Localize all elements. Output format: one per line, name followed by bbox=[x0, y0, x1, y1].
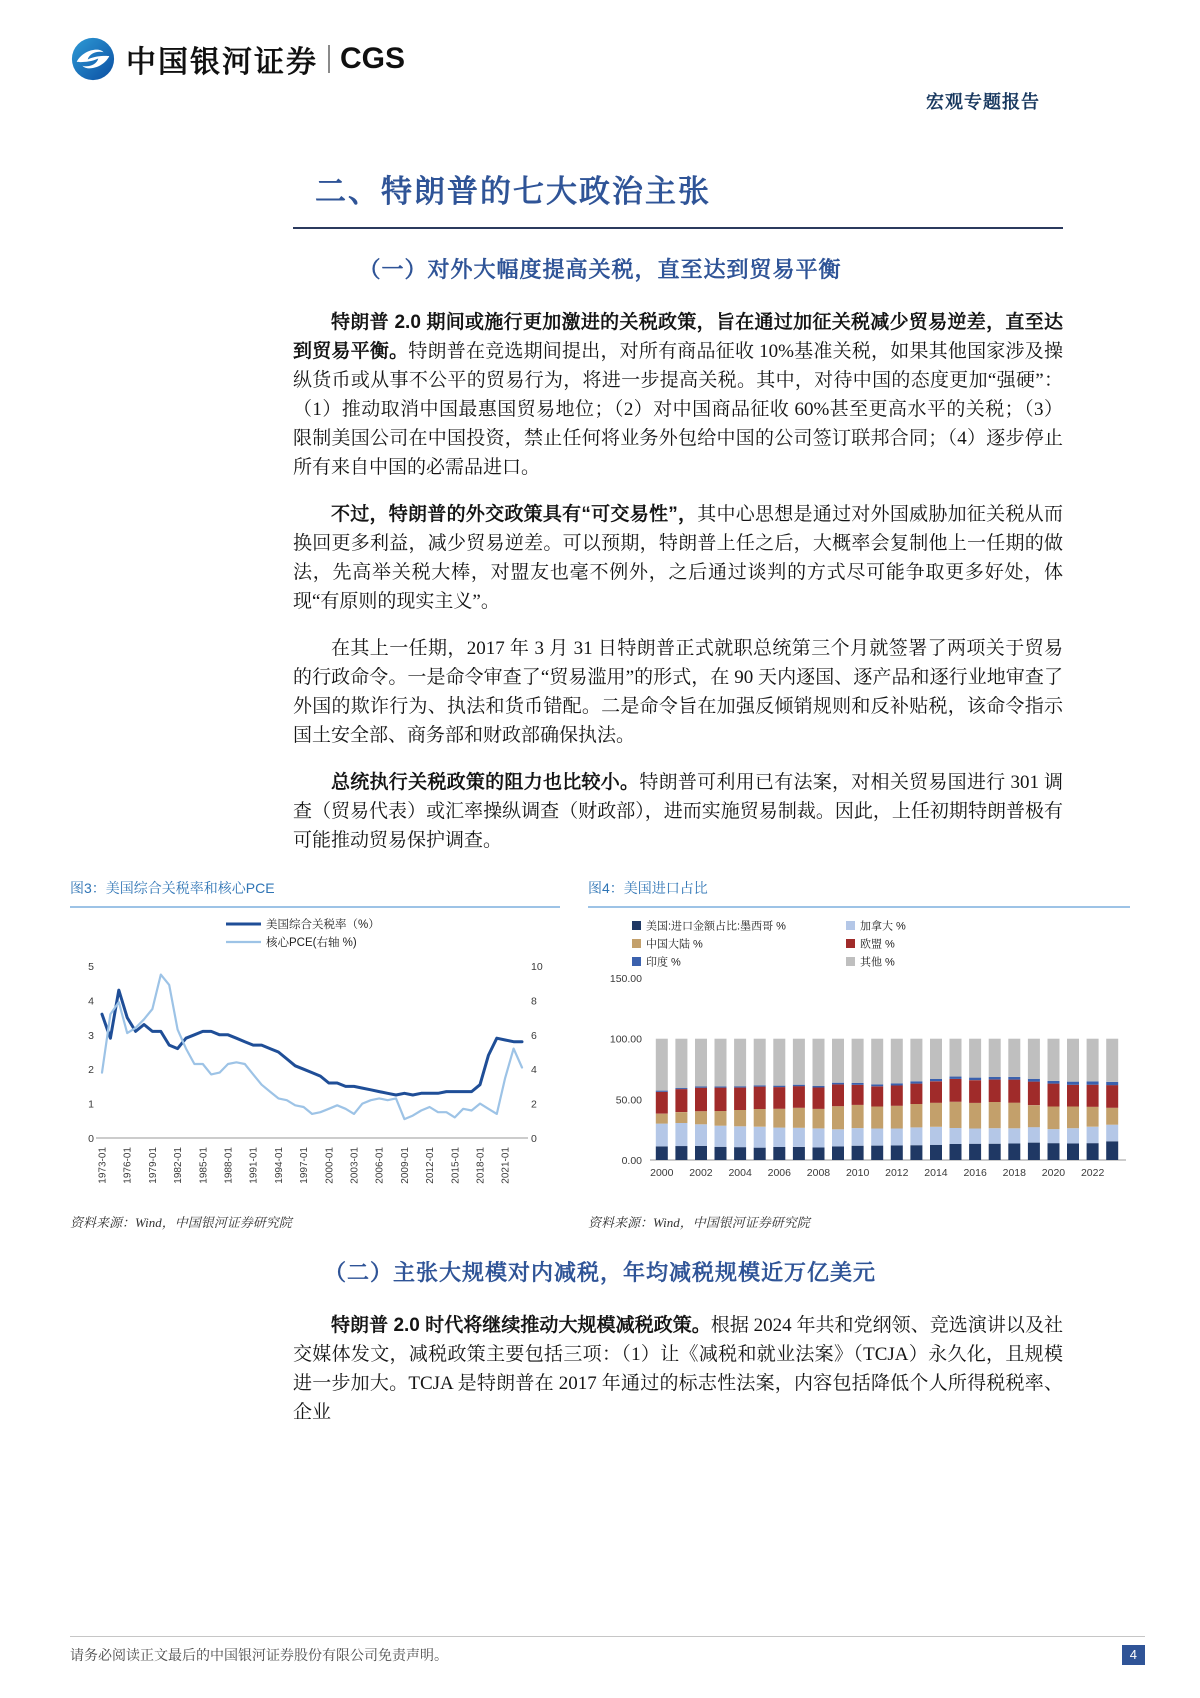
subsection-title-2: （二）主张大规模对内减税，年均减税规模近万亿美元 bbox=[323, 1260, 876, 1285]
svg-text:1991-01: 1991-01 bbox=[248, 1147, 260, 1184]
svg-text:2022: 2022 bbox=[1080, 1167, 1105, 1179]
svg-text:0.00: 0.00 bbox=[621, 1155, 642, 1167]
svg-text:6: 6 bbox=[531, 1029, 537, 1042]
figure3-title: 图3：美国综合关税率和核心PCE bbox=[70, 878, 560, 908]
paragraph-4 bbox=[293, 768, 1063, 855]
svg-text:5: 5 bbox=[88, 961, 94, 973]
brand-name-en: CGS bbox=[340, 42, 406, 75]
figure4-source: 资料来源：Wind，中国银河证券研究院 bbox=[588, 1215, 810, 1230]
page-header bbox=[70, 36, 1130, 120]
figure-import-share bbox=[588, 878, 1130, 1231]
svg-text:其他 %: 其他 % bbox=[860, 956, 895, 969]
svg-text:150.00: 150.00 bbox=[609, 973, 642, 985]
logo-divider bbox=[328, 45, 330, 73]
figure4-title: 图4：美国进口占比 bbox=[588, 878, 1130, 908]
svg-text:加拿大 %: 加拿大 % bbox=[860, 920, 906, 933]
svg-text:0: 0 bbox=[88, 1133, 94, 1145]
brand-name-cn: 中国银河证券 bbox=[126, 46, 318, 79]
page-number: 4 bbox=[1122, 1645, 1145, 1665]
paragraph-1-text: 特朗普在竞选期间提出，对所有商品征收 10%基准关税，如果其他国家涉及操纵货币或从事不公平的贸易行为，将进一步提高关税。其中，对待中国的态度更加“强硬”：（1）推动取消中国最惠国贸易地位；（2）对中国商品征收 60%甚至更高水平的关税；（3）限制美国公司在中国投资，禁止任何将业务外包给中国的公司签订联邦合同；（4）逐步停止所有来自中国的必需品进口。 bbox=[293, 341, 1063, 479]
svg-text:2015-01: 2015-01 bbox=[450, 1147, 462, 1184]
page-footer bbox=[70, 1636, 1145, 1665]
svg-text:3: 3 bbox=[88, 1029, 94, 1042]
svg-text:1997-01: 1997-01 bbox=[299, 1147, 311, 1184]
svg-text:2004: 2004 bbox=[728, 1167, 752, 1179]
svg-text:2: 2 bbox=[88, 1064, 94, 1077]
svg-text:2003-01: 2003-01 bbox=[349, 1147, 361, 1184]
paragraph-2-emphasis: 不过，特朗普的外交政策具有“可交易性”， bbox=[331, 504, 698, 526]
svg-text:美国综合关税率（%）: 美国综合关税率（%） bbox=[266, 919, 380, 931]
svg-text:4: 4 bbox=[531, 1064, 537, 1077]
paragraph-2 bbox=[293, 500, 1063, 616]
svg-text:2012-01: 2012-01 bbox=[425, 1147, 437, 1184]
paragraph-3-text: 在其上一任期，2017 年 3 月 31 日特朗普正式就职总统第三个月就签署了两项关于贸易的行政命令。一是命令审查了“贸易滥用”的形式，在 90 天内逐国、逐产品和逐行业地审查了外国的欺诈行为、执法和货币错配。二是命令旨在加强反倾销规则和反补贴税，该命令指示国土安全部、商务部和财政部确保执法。 bbox=[293, 638, 1063, 747]
svg-text:2016: 2016 bbox=[963, 1167, 987, 1179]
svg-text:2: 2 bbox=[531, 1098, 537, 1111]
svg-text:4: 4 bbox=[88, 995, 94, 1008]
paragraph-5-text: 根据 2024 年共和党纲领、竞选演讲以及社交媒体发文，减税政策主要包括三项：（1）让《减税和就业法案》（TCJA）永久化，且规模进一步加大。TCJA 是特朗普在 2017 年通过的标志性法案，内容包括降低个人所得税税率、企业 bbox=[293, 1314, 1063, 1423]
subsection-title-1: （一）对外大幅度提高关税，直至达到贸易平衡 bbox=[358, 257, 842, 283]
section-tax-cuts bbox=[0, 1258, 1200, 1445]
paragraph-1 bbox=[293, 308, 1063, 482]
paragraph-2-text: 其中心思想是通过对外国威胁加征关税从而换回更多利益，减少贸易逆差。可以预期，特朗普上任之后，大概率会复制他上一任期的做法，先高举关税大棒，对盟友也毫不例外，之后通过谈判的方式尽可能争取更多好处，体现“有原则的现实主义”。 bbox=[293, 504, 1063, 613]
svg-text:1973-01: 1973-01 bbox=[97, 1147, 109, 1184]
svg-text:2018: 2018 bbox=[1002, 1167, 1026, 1179]
paragraph-3 bbox=[293, 634, 1063, 750]
svg-text:1982-01: 1982-01 bbox=[173, 1147, 185, 1184]
svg-text:美国:进口金额占比:墨西哥 %: 美国:进口金额占比:墨西哥 % bbox=[646, 920, 786, 933]
svg-text:8: 8 bbox=[531, 995, 537, 1008]
brand-logo bbox=[70, 36, 1130, 82]
galaxy-logo-icon bbox=[70, 36, 116, 82]
svg-text:2018-01: 2018-01 bbox=[475, 1147, 487, 1184]
tariff-pce-line-chart bbox=[70, 912, 560, 1204]
paragraph-1-emphasis: 特朗普 2.0 期间或施行更加激进的关税政策，旨在通过加征关税减少贸易逆差，直至达到贸易平衡。 bbox=[293, 312, 1063, 363]
svg-text:2012: 2012 bbox=[885, 1167, 909, 1179]
paragraph-5-emphasis: 特朗普 2.0 时代将继续推动大规模减税政策。 bbox=[331, 1314, 711, 1336]
title-rule bbox=[293, 227, 1063, 229]
svg-text:2010: 2010 bbox=[845, 1167, 870, 1179]
section-tariff-policy bbox=[0, 172, 1200, 873]
svg-text:2009-01: 2009-01 bbox=[399, 1147, 411, 1184]
svg-text:2002: 2002 bbox=[689, 1167, 713, 1179]
svg-text:2020: 2020 bbox=[1041, 1167, 1066, 1179]
svg-text:印度 %: 印度 % bbox=[646, 956, 681, 969]
svg-text:1994-01: 1994-01 bbox=[273, 1147, 285, 1184]
svg-text:1988-01: 1988-01 bbox=[223, 1147, 235, 1184]
svg-text:1979-01: 1979-01 bbox=[147, 1147, 159, 1184]
svg-text:2021-01: 2021-01 bbox=[500, 1147, 512, 1184]
report-type-label: 宏观专题报告 bbox=[926, 92, 1040, 112]
svg-text:50.00: 50.00 bbox=[615, 1094, 642, 1107]
svg-text:1: 1 bbox=[88, 1098, 94, 1111]
svg-text:2000: 2000 bbox=[650, 1167, 674, 1179]
svg-text:中国大陆 %: 中国大陆 % bbox=[646, 938, 703, 951]
svg-text:1985-01: 1985-01 bbox=[198, 1147, 210, 1184]
svg-text:1976-01: 1976-01 bbox=[122, 1147, 134, 1184]
svg-text:2006-01: 2006-01 bbox=[374, 1147, 386, 1184]
disclaimer-text: 请务必阅读正文最后的中国银河证券股份有限公司免责声明。 bbox=[70, 1649, 448, 1664]
svg-text:2008: 2008 bbox=[806, 1167, 831, 1179]
figures-row bbox=[70, 878, 1130, 1231]
svg-text:2014: 2014 bbox=[924, 1167, 948, 1179]
svg-text:100.00: 100.00 bbox=[609, 1033, 642, 1046]
svg-text:10: 10 bbox=[531, 961, 543, 973]
figure3-source: 资料来源：Wind，中国银河证券研究院 bbox=[70, 1215, 292, 1230]
import-share-bar-chart bbox=[588, 912, 1130, 1204]
svg-text:2000-01: 2000-01 bbox=[324, 1147, 336, 1184]
svg-text:2006: 2006 bbox=[767, 1167, 791, 1179]
paragraph-5 bbox=[293, 1311, 1063, 1427]
paragraph-4-emphasis: 总统执行关税政策的阻力也比较小。 bbox=[331, 772, 640, 794]
svg-text:0: 0 bbox=[531, 1133, 537, 1145]
section-title: 二、特朗普的七大政治主张 bbox=[315, 174, 711, 209]
paragraph-4-text: 特朗普可利用已有法案，对相关贸易国进行 301 调查（贸易代表）或汇率操纵调查（财政部），进而实施贸易制裁。因此，上任初期特朗普极有可能推动贸易保护调查。 bbox=[293, 772, 1063, 852]
figure-tariff-pce bbox=[70, 878, 560, 1231]
svg-text:欧盟 %: 欧盟 % bbox=[860, 938, 895, 951]
svg-text:核心PCE(右轴 %): 核心PCE(右轴 %) bbox=[266, 937, 357, 949]
